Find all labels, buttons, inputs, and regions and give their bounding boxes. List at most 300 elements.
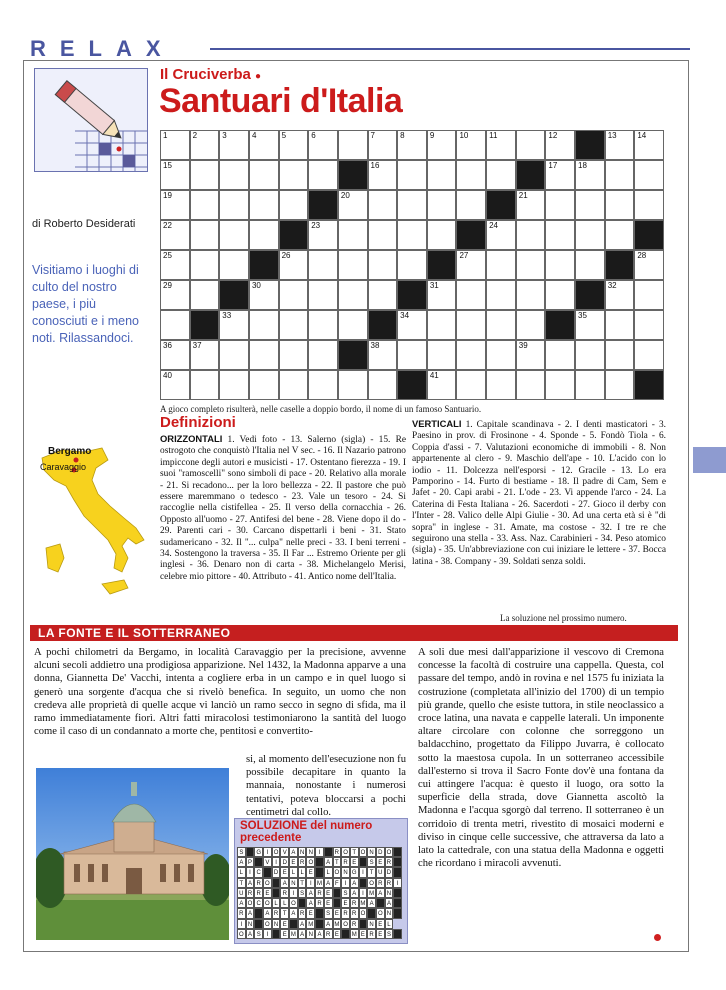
grid-cell[interactable] — [605, 340, 635, 370]
solution-cell: N — [341, 867, 350, 877]
solution-cell: A — [306, 898, 315, 908]
grid-number: 29 — [163, 281, 172, 290]
grid-cell[interactable] — [308, 340, 338, 370]
article-title: LA FONTE E IL SOTTERRANEO — [38, 626, 231, 640]
grid-number: 34 — [400, 311, 410, 320]
solution-black-cell — [333, 888, 342, 898]
grid-cell[interactable] — [279, 280, 309, 310]
side-tab-marker — [693, 447, 726, 473]
grid-cell[interactable] — [486, 250, 516, 280]
grid-number: 33 — [222, 311, 232, 320]
grid-cell[interactable] — [397, 340, 427, 370]
grid-black-cell — [634, 220, 664, 250]
grid-cell[interactable] — [486, 280, 516, 310]
crossword-subtitle: Il Cruciverba ● — [160, 66, 262, 83]
grid-cell[interactable] — [486, 160, 516, 190]
solution-cell: I — [263, 929, 272, 939]
grid-cell[interactable] — [427, 220, 457, 250]
solution-cell: E — [333, 908, 342, 918]
grid-cell[interactable] — [545, 280, 575, 310]
grid-cell[interactable] — [219, 220, 249, 250]
grid-cell[interactable] — [160, 190, 190, 220]
grid-cell[interactable] — [634, 190, 664, 220]
crossword-logo-icon — [34, 68, 148, 172]
grid-cell[interactable] — [516, 220, 546, 250]
grid-cell[interactable] — [219, 310, 249, 340]
grid-cell[interactable] — [486, 130, 516, 160]
grid-number: 23 — [311, 221, 321, 230]
grid-number: 30 — [251, 281, 261, 290]
solution-cell: I — [246, 867, 255, 877]
solution-cell: I — [359, 867, 368, 877]
solution-cell: V — [280, 847, 289, 857]
grid-black-cell — [368, 310, 398, 340]
grid-number: 25 — [163, 251, 172, 260]
grid-cell[interactable] — [634, 280, 664, 310]
solution-black-cell — [315, 919, 324, 929]
solution-black-cell — [359, 919, 368, 929]
solution-cell: E — [263, 888, 272, 898]
grid-cell[interactable] — [279, 160, 309, 190]
solution-cell: A — [350, 888, 359, 898]
solution-cell: E — [280, 867, 289, 877]
grid-number: 22 — [163, 221, 172, 230]
grid-cell[interactable] — [160, 340, 190, 370]
grid-black-cell — [456, 220, 486, 250]
solution-cell: M — [367, 888, 376, 898]
grid-black-cell — [397, 370, 427, 400]
grid-cell[interactable] — [219, 250, 249, 280]
solution-cell: E — [350, 857, 359, 867]
grid-cell[interactable] — [308, 370, 338, 400]
grid-cell[interactable] — [575, 160, 605, 190]
solution-cell: I — [237, 919, 246, 929]
grid-cell[interactable] — [338, 190, 368, 220]
grid-cell[interactable] — [605, 310, 635, 340]
grid-black-cell — [486, 190, 516, 220]
grid-cell[interactable] — [279, 310, 309, 340]
solution-cell: A — [306, 888, 315, 898]
grid-cell[interactable] — [545, 370, 575, 400]
grid-cell[interactable] — [279, 250, 309, 280]
grid-cell[interactable] — [308, 130, 338, 160]
grid-cell[interactable] — [427, 160, 457, 190]
solution-black-cell — [359, 878, 368, 888]
solution-cell: N — [272, 919, 281, 929]
solution-cell: A — [289, 847, 298, 857]
solution-black-cell — [315, 867, 324, 877]
grid-cell[interactable] — [427, 280, 457, 310]
solution-black-cell — [359, 857, 368, 867]
grid-black-cell — [516, 160, 546, 190]
grid-cell[interactable] — [249, 220, 279, 250]
grid-cell[interactable] — [456, 340, 486, 370]
grid-cell[interactable] — [190, 280, 220, 310]
solution-cell: L — [289, 867, 298, 877]
solution-cell: V — [263, 857, 272, 867]
solution-cell: S — [237, 847, 246, 857]
grid-cell[interactable] — [397, 130, 427, 160]
solution-cell: R — [298, 857, 307, 867]
solution-cell: S — [254, 929, 263, 939]
grid-cell[interactable] — [575, 310, 605, 340]
solution-black-cell — [254, 919, 263, 929]
grid-black-cell — [308, 190, 338, 220]
grid-black-cell — [605, 250, 635, 280]
grid-black-cell — [397, 280, 427, 310]
solution-cell: N — [367, 847, 376, 857]
solution-black-cell — [333, 898, 342, 908]
grid-cell[interactable] — [516, 370, 546, 400]
grid-cell[interactable] — [308, 310, 338, 340]
crossword-title: Santuari d'Italia — [159, 82, 403, 120]
grid-cell[interactable] — [249, 160, 279, 190]
grid-cell[interactable] — [219, 130, 249, 160]
grid-cell[interactable] — [486, 340, 516, 370]
grid-cell[interactable] — [456, 160, 486, 190]
solution-cell: M — [350, 929, 359, 939]
solution-cell: R — [367, 929, 376, 939]
grid-cell[interactable] — [279, 340, 309, 370]
grid-number: 39 — [518, 341, 528, 350]
solution-cell: E — [376, 919, 385, 929]
solution-cell: A — [385, 898, 394, 908]
solution-cell: O — [333, 867, 342, 877]
grid-number: 37 — [192, 341, 202, 350]
grid-number: 3 — [222, 131, 227, 140]
grid-cell[interactable] — [397, 190, 427, 220]
solution-cell: T — [367, 867, 376, 877]
grid-cell[interactable] — [308, 250, 338, 280]
solution-cell: R — [376, 878, 385, 888]
grid-cell[interactable] — [575, 370, 605, 400]
grid-black-cell — [219, 280, 249, 310]
solution-cell: T — [350, 847, 359, 857]
grid-number: 26 — [281, 251, 291, 260]
grid-cell[interactable] — [368, 370, 398, 400]
grid-cell[interactable] — [545, 160, 575, 190]
grid-cell[interactable] — [397, 310, 427, 340]
grid-cell[interactable] — [516, 340, 546, 370]
grid-cell[interactable] — [219, 160, 249, 190]
solution-cell: R — [350, 898, 359, 908]
section-rule — [210, 48, 690, 50]
grid-cell[interactable] — [160, 370, 190, 400]
solution-cell: E — [306, 908, 315, 918]
grid-number: 41 — [429, 371, 439, 380]
end-of-article-dot — [654, 934, 661, 941]
grid-cell[interactable] — [190, 130, 220, 160]
solution-cell: O — [376, 908, 385, 918]
grid-cell[interactable] — [160, 130, 190, 160]
grid-cell[interactable] — [249, 190, 279, 220]
solution-black-cell — [246, 847, 255, 857]
grid-number: 31 — [429, 281, 439, 290]
solution-cell: N — [385, 908, 394, 918]
solution-cell: O — [263, 898, 272, 908]
solution-cell: G — [350, 867, 359, 877]
solution-cell: N — [298, 847, 307, 857]
grid-cell[interactable] — [249, 370, 279, 400]
grid-cell[interactable] — [486, 310, 516, 340]
grid-note: A gioco completo risulterà, nelle caselle a doppio bordo, il nome di un famoso Santuario. — [160, 404, 482, 414]
grid-cell[interactable] — [308, 160, 338, 190]
solution-grid — [237, 847, 402, 939]
grid-cell[interactable] — [338, 310, 368, 340]
solution-cell: S — [385, 929, 394, 939]
grid-cell[interactable] — [338, 130, 368, 160]
solution-cell: T — [280, 908, 289, 918]
solution-cell: A — [298, 929, 307, 939]
solution-cell: L — [272, 898, 281, 908]
grid-cell[interactable] — [190, 220, 220, 250]
grid-cell[interactable] — [545, 190, 575, 220]
grid-cell[interactable] — [338, 220, 368, 250]
grid-cell[interactable] — [634, 340, 664, 370]
grid-number: 15 — [163, 161, 172, 170]
grid-number: 5 — [281, 131, 287, 140]
solution-cell: E — [376, 929, 385, 939]
grid-cell[interactable] — [486, 370, 516, 400]
grid-cell[interactable] — [634, 250, 664, 280]
grid-number: 10 — [459, 131, 469, 140]
grid-cell[interactable] — [160, 160, 190, 190]
solution-cell: M — [289, 929, 298, 939]
grid-number: 8 — [400, 131, 405, 140]
grid-cell[interactable] — [516, 310, 546, 340]
grid-cell[interactable] — [160, 250, 190, 280]
grid-cell[interactable] — [160, 310, 190, 340]
grid-number: 19 — [163, 191, 172, 200]
grid-cell[interactable] — [368, 250, 398, 280]
grid-cell[interactable] — [279, 370, 309, 400]
grid-cell[interactable] — [249, 340, 279, 370]
grid-number: 36 — [163, 341, 172, 350]
solution-cell: O — [237, 929, 246, 939]
grid-black-cell — [249, 250, 279, 280]
grid-cell[interactable] — [605, 370, 635, 400]
solution-cell: N — [246, 919, 255, 929]
solution-cell: N — [289, 878, 298, 888]
grid-cell[interactable] — [545, 340, 575, 370]
grid-cell[interactable] — [456, 280, 486, 310]
solution-cell: O — [359, 908, 368, 918]
solution-cell: L — [280, 898, 289, 908]
solution-cell: R — [385, 878, 394, 888]
grid-number: 21 — [518, 191, 528, 200]
grid-cell[interactable] — [456, 250, 486, 280]
solution-cell: A — [237, 857, 246, 867]
grid-cell[interactable] — [219, 370, 249, 400]
grid-number: 12 — [548, 131, 558, 140]
solution-cell: I — [315, 847, 324, 857]
grid-cell[interactable] — [190, 160, 220, 190]
grid-number: 13 — [607, 131, 617, 140]
grid-cell[interactable] — [427, 130, 457, 160]
grid-number: 17 — [548, 161, 558, 170]
grid-black-cell — [190, 310, 220, 340]
solution-cell: R — [324, 929, 333, 939]
solution-black-cell — [393, 857, 402, 867]
grid-cell[interactable] — [249, 280, 279, 310]
solution-cell: A — [367, 898, 376, 908]
solution-cell: A — [263, 908, 272, 918]
article-column-1: A pochi chilometri da Bergamo, in località Caravaggio per la precisione, avvenne alcuni secoli addietro una prodigiosa apparizione. Nel 1432, la Madonna apparve a una donna, Giannetta De' Vacchi, intenta a cogliere erba in un campo e in quel luogo si generò una sorgente d'acqua che si rivelò benefica. In seguito, un uomo che non credeva alle proprietà di quelle acque vi lanciò un ramo secco in segno di sfida, ma il ramo immediatamente fiorì. Altri fatti miracolosi testimoniarono la santità del luogo come il caso di un condannato a morte che, pentitosi e convertito- — [34, 647, 406, 738]
grid-cell[interactable] — [605, 130, 635, 160]
solution-cell: I — [341, 878, 350, 888]
section-title: RELAX — [30, 36, 175, 61]
solution-cell: O — [263, 878, 272, 888]
grid-cell[interactable] — [190, 250, 220, 280]
grid-cell[interactable] — [516, 190, 546, 220]
grid-cell[interactable] — [427, 190, 457, 220]
grid-black-cell — [575, 280, 605, 310]
grid-cell[interactable] — [397, 220, 427, 250]
solution-cell: T — [237, 878, 246, 888]
grid-cell[interactable] — [368, 340, 398, 370]
solution-cell: S — [367, 857, 376, 867]
solution-black-cell — [254, 857, 263, 867]
grid-cell[interactable] — [308, 220, 338, 250]
grid-cell[interactable] — [575, 190, 605, 220]
grid-number: 28 — [637, 251, 647, 260]
solution-cell: A — [237, 898, 246, 908]
solution-black-cell — [393, 908, 402, 918]
grid-cell[interactable] — [575, 250, 605, 280]
grid-cell[interactable] — [368, 190, 398, 220]
solution-cell: L — [324, 867, 333, 877]
grid-number: 32 — [607, 281, 617, 290]
grid-cell[interactable] — [160, 220, 190, 250]
solution-cell: L — [237, 867, 246, 877]
grid-cell[interactable] — [249, 130, 279, 160]
vertical-clues: VERTICALI 1. Capitale scandinava - 2. I denti masticatori - 3. Paesino in prov. di Frosinone - 4. Sponde - 5. Fondò Tiola - 6. Coppia d'assi - 7. Valutazioni economiche di immobili - 8. Non appartenente al clero - 9. Maschio dell'ape - 10. L'acido con lo iodio - 11. Dolcezza nell'esporsi - 12. Gracile - 13. Lo era Pamporino - 14. Furto di bestiame - 18. Il padre di Cam, Sem e Jafet - 20. Capi arabi - 21. L'ode - 23. Vi appende l'arco - 24. La Caterina di Festa Italiana - 26. Sacerdoti - 27. Gioco il derby con l'Inter - 28. Valico delle Alpi Giulie - 30. Ad una certa età si è "di sopra" in inglese - 31. Amate, ma costose - 32. I tre re che seguirono una stella - 33. Ass. Naz. Carabinieri - 34. Peso atomico (sigla) - 35. Un'abbreviazione con cui iniziare le lettere - 37. Bocca latina - 38. Company - 39. Soldati senza soldi. — [412, 418, 666, 567]
grid-number: 2 — [192, 131, 198, 140]
grid-cell[interactable] — [456, 310, 486, 340]
solution-cell: M — [359, 898, 368, 908]
grid-number: 16 — [370, 161, 380, 170]
grid-cell[interactable] — [190, 370, 220, 400]
grid-number: 24 — [489, 221, 499, 230]
grid-cell[interactable] — [605, 280, 635, 310]
grid-cell[interactable] — [456, 130, 486, 160]
grid-cell[interactable] — [545, 130, 575, 160]
solution-cell: D — [385, 867, 394, 877]
grid-cell[interactable] — [545, 250, 575, 280]
solution-cell: N — [385, 888, 394, 898]
solution-cell: E — [289, 857, 298, 867]
solution-cell: I — [306, 878, 315, 888]
grid-cell[interactable] — [486, 220, 516, 250]
grid-cell[interactable] — [190, 190, 220, 220]
grid-cell[interactable] — [634, 130, 664, 160]
grid-cell[interactable] — [427, 340, 457, 370]
solution-cell: O — [367, 878, 376, 888]
solution-cell: C — [254, 898, 263, 908]
grid-cell[interactable] — [368, 130, 398, 160]
solution-cell: R — [237, 908, 246, 918]
grid-cell[interactable] — [575, 340, 605, 370]
solution-cell: R — [341, 908, 350, 918]
grid-cell[interactable] — [456, 190, 486, 220]
grid-cell[interactable] — [190, 340, 220, 370]
grid-number: 27 — [459, 251, 469, 260]
grid-cell[interactable] — [545, 220, 575, 250]
solution-cell: S — [324, 908, 333, 918]
grid-cell[interactable] — [308, 280, 338, 310]
grid-cell[interactable] — [634, 160, 664, 190]
grid-cell[interactable] — [605, 220, 635, 250]
grid-cell[interactable] — [605, 160, 635, 190]
grid-cell[interactable] — [397, 160, 427, 190]
crossword-grid[interactable] — [160, 130, 664, 400]
grid-cell[interactable] — [249, 310, 279, 340]
definitions-title: Definizioni — [160, 414, 236, 431]
solution-cell: N — [306, 847, 315, 857]
grid-number: 9 — [429, 131, 435, 140]
solution-black-cell — [315, 908, 324, 918]
intro-text: Visitiamo i luoghi di culto del nostro paese, i più conosciuti e i meno noti. Rilassandoci. — [32, 263, 140, 345]
grid-cell[interactable] — [427, 310, 457, 340]
solution-black-cell — [393, 867, 402, 877]
solution-cell: I — [359, 888, 368, 898]
solution-cell: R — [280, 888, 289, 898]
solution-cell: I — [393, 878, 402, 888]
solution-cell: O — [385, 847, 394, 857]
grid-cell[interactable] — [279, 190, 309, 220]
grid-cell[interactable] — [516, 130, 546, 160]
grid-cell[interactable] — [279, 130, 309, 160]
grid-cell[interactable] — [219, 190, 249, 220]
solution-black-cell — [254, 908, 263, 918]
grid-cell[interactable] — [338, 280, 368, 310]
grid-cell[interactable] — [338, 370, 368, 400]
grid-number: 4 — [251, 131, 257, 140]
solution-cell: O — [306, 857, 315, 867]
grid-cell[interactable] — [368, 160, 398, 190]
solution-cell: T — [333, 857, 342, 867]
grid-cell[interactable] — [575, 220, 605, 250]
solution-cell: R — [254, 888, 263, 898]
grid-cell[interactable] — [160, 280, 190, 310]
grid-cell[interactable] — [516, 280, 546, 310]
grid-cell[interactable] — [368, 220, 398, 250]
grid-number: 6 — [311, 131, 316, 140]
grid-cell[interactable] — [427, 370, 457, 400]
solution-black-cell — [393, 888, 402, 898]
solution-cell: I — [272, 857, 281, 867]
grid-cell[interactable] — [605, 190, 635, 220]
grid-cell[interactable] — [456, 370, 486, 400]
grid-cell[interactable] — [516, 250, 546, 280]
solution-cell: R — [315, 888, 324, 898]
solution-cell: A — [246, 929, 255, 939]
grid-cell[interactable] — [368, 280, 398, 310]
grid-cell[interactable] — [634, 310, 664, 340]
solution-cell: G — [254, 847, 263, 857]
solution-cell: N — [306, 929, 315, 939]
solution-cell: U — [376, 867, 385, 877]
grid-cell[interactable] — [397, 250, 427, 280]
grid-cell[interactable] — [338, 250, 368, 280]
solution-cell: N — [367, 919, 376, 929]
solution-cell: R — [385, 857, 394, 867]
solution-cell: C — [254, 867, 263, 877]
grid-cell[interactable] — [219, 340, 249, 370]
solution-cell: A — [246, 878, 255, 888]
solution-cell: D — [272, 867, 281, 877]
sanctuary-photo — [36, 768, 229, 940]
